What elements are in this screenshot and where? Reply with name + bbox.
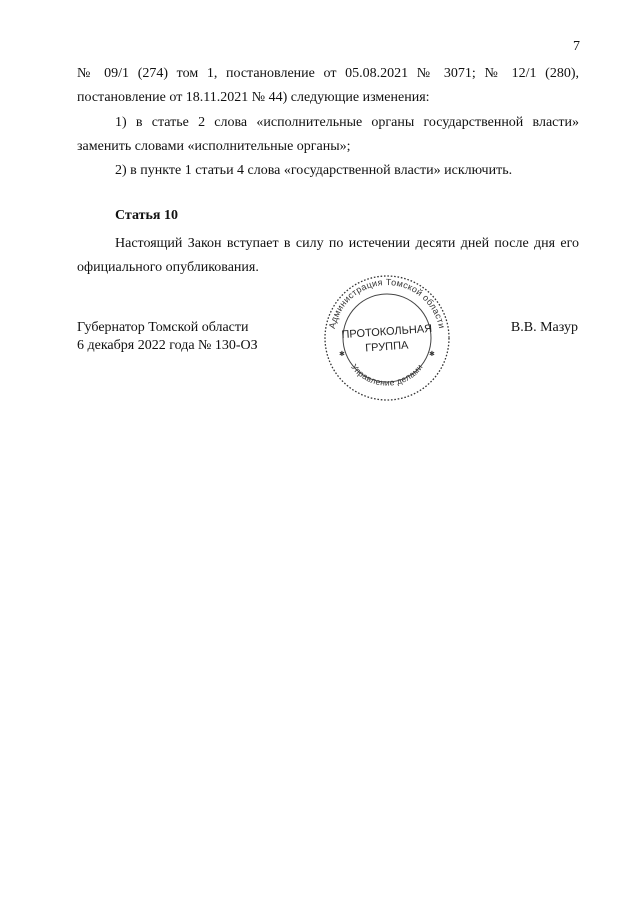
signatory-name: В.В. Мазур — [510, 320, 578, 335]
article-line-1: Настоящий Закон вступает в силу по истечении десяти дней после дня его — [115, 236, 579, 251]
item-1-line-1: 1) в статье 2 слова «исполнительные органы государственной власти» — [115, 115, 579, 130]
item-2-text: 2) в пункте 1 статьи 4 слова «государственной власти» исключить. — [115, 163, 513, 178]
article-heading: Статья 10 — [115, 208, 178, 223]
intro-line-1: № 09/1 (274) том 1, постановление от 05.08.2021 № 3071; № 12/1 (280), — [77, 66, 579, 81]
stamp-bottom-text: Управление делами — [349, 361, 425, 388]
signatory-position: Губернатор Томской области — [77, 320, 249, 335]
star-left-icon: ✱ — [339, 350, 345, 358]
amendment-item-2 — [77, 159, 579, 183]
law-date-number: 6 декабря 2022 года № 130-ОЗ — [77, 338, 258, 353]
amendment-item-1 — [77, 111, 579, 159]
stamp-center-line-1: ПРОТОКОЛЬНАЯ — [341, 322, 433, 342]
star-right-icon: ✱ — [429, 350, 435, 358]
amendment-intro-paragraph — [77, 62, 579, 110]
intro-line-2: постановление от 18.11.2021 № 44) следующие изменения: — [77, 90, 430, 105]
article-line-2: официального опубликования. — [77, 260, 259, 275]
page-number: 7 — [573, 39, 580, 54]
official-stamp — [322, 273, 452, 403]
stamp-center-line-2: ГРУППА — [364, 339, 409, 355]
signature-block — [77, 319, 258, 355]
stamp-top-text: Администрация Томской области — [326, 276, 448, 330]
item-1-line-2: заменить словами «исполнительные органы»; — [77, 139, 351, 154]
